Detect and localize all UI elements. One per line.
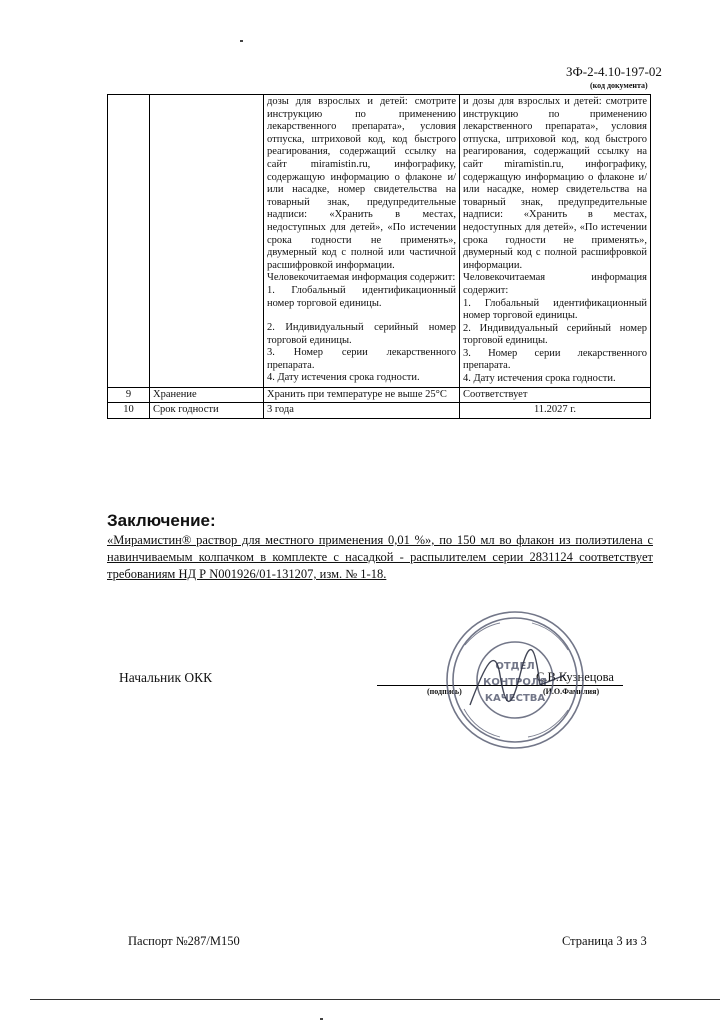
svg-text:КОНТРОЛЯ: КОНТРОЛЯ	[483, 677, 547, 688]
signature-caption: (подпись)	[427, 687, 462, 696]
row-result: 11.2027 г.	[460, 403, 651, 419]
svg-text:КАЧЕСТВА: КАЧЕСТВА	[484, 693, 546, 704]
cell-requirement	[264, 95, 460, 388]
requirement-text: дозы для взрослых и детей: смотрите инструкцию по применению лекарственного препарата», условия отпуска, штриховой код, код быстрого реагирования, содержащий ссылку на сайт miramistin.ru, инфографику, содержащую информацию о флаконе и/или насадке, номер свидетельства на товарный знак, предупредительные надписи: «Хранить в местах, недоступных для детей», «По истечении срока годности не применять», двумерный код с полной или частичной расшифровкой информации.	[267, 96, 456, 271]
requirement-item-2: 2. Индивидуальный серийный номер торговой единицы.	[267, 322, 456, 346]
result-item-2: 2. Индивидуальный серийный номер торговой единицы.	[463, 322, 647, 347]
result-heading: Человекочитаемая информация содержит:	[463, 272, 647, 296]
table-row-shelf-life	[108, 403, 651, 419]
result-item-3: 3. Номер серии лекарственного препарата.	[463, 347, 647, 372]
cell-result	[460, 95, 651, 388]
signer-position: Начальник ОКК	[119, 670, 213, 685]
requirement-heading: Человекочитаемая информация содержит:	[267, 272, 456, 284]
result-item-1: 1. Глобальный идентификационный номер торговой единицы.	[463, 297, 647, 322]
row-name: Срок годности	[150, 403, 264, 419]
table-row-storage	[108, 387, 651, 403]
cell-name-empty	[150, 95, 264, 388]
document-code: ЗФ-2-4.10-197-02	[566, 64, 662, 79]
row-number: 10	[108, 403, 150, 419]
requirement-item-3: 3. Номер серии лекарственного препарата.	[267, 347, 456, 371]
row-name: Хранение	[150, 387, 264, 403]
row-result: Соответствует	[460, 387, 651, 403]
conclusion-title: Заключение:	[107, 511, 216, 530]
document-code-caption: (код документа)	[590, 81, 648, 90]
row-requirement: Хранить при температуре не выше 25°С	[264, 387, 460, 403]
cell-num-empty	[108, 95, 150, 388]
page-bottom-rule	[30, 999, 720, 1000]
result-item-4: 4. Дату истечения срока годности.	[463, 373, 616, 385]
scan-speck	[320, 1018, 323, 1020]
spec-table	[107, 94, 651, 419]
qc-stamp-icon	[440, 605, 590, 755]
footer-page: Страница 3 из 3	[562, 934, 647, 948]
table-row-continued	[108, 95, 651, 388]
name-caption: (И.О.Фамилия)	[543, 687, 600, 696]
footer-passport: Паспорт №287/М150	[128, 934, 240, 948]
requirement-item-1: 1. Глобальный идентификационный номер торговой единицы.	[267, 284, 456, 309]
conclusion-text	[107, 532, 653, 583]
requirement-item-4: 4. Дату истечения срока годности.	[267, 372, 420, 384]
row-requirement: 3 года	[264, 403, 460, 419]
result-text: и дозы для взрослых и детей: смотрите инструкцию по применению лекарственного препарата», условия отпуска, штриховой код, код быстрого реагирования, содержащий ссылку на сайт miramistin.ru, инфографику, содержащую информацию о флаконе и/или насадке, номер свидетельства на товарный знак, предупредительные надписи: «Хранить в местах, недоступных для детей», «По истечении срока годности не применять», двумерный код с полной расшифровкой информации.	[463, 96, 647, 271]
scan-speck	[240, 40, 243, 42]
svg-text:ОТДЕЛ: ОТДЕЛ	[495, 661, 535, 672]
conclusion-body: «Мирамистин® раствор для местного применения 0,01 %», по 150 мл во флакон из полиэтилена с навинчиваемым колпачком в комплекте с насадкой - распылителем серии 2831124 соответствует требованиям НД Р N001926/01-131207, изм. № 1-18.	[107, 533, 653, 581]
row-number: 9	[108, 387, 150, 403]
signer-name: С.В.Кузнецова	[536, 670, 614, 684]
